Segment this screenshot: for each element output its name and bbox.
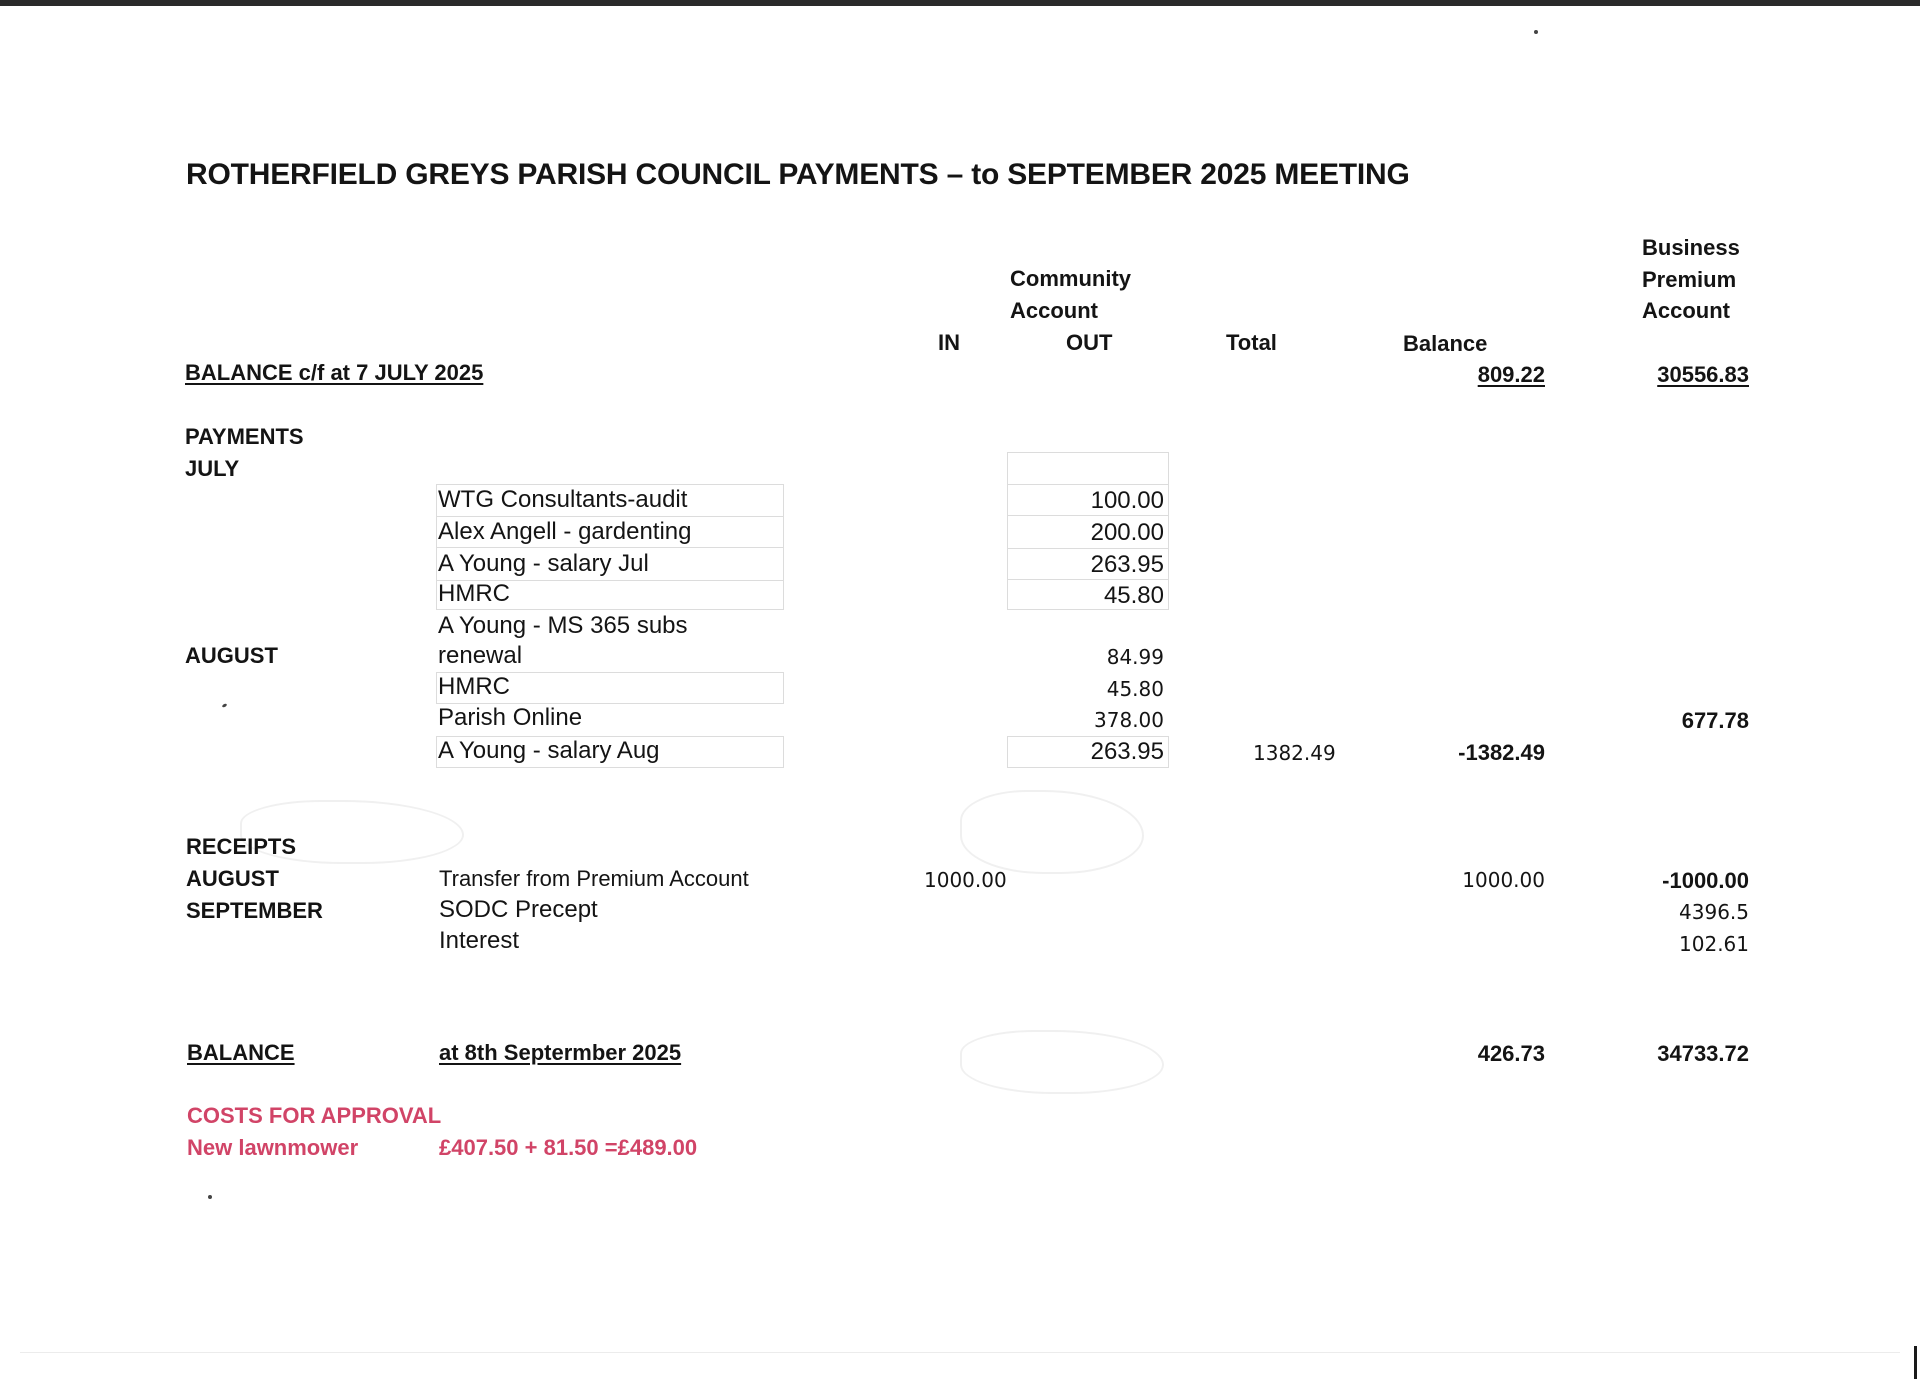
header-balance: Balance (1403, 331, 1488, 356)
payments-heading: PAYMENTS (185, 424, 304, 449)
payment-desc-line2: renewal (438, 642, 523, 669)
closing-balance-label: BALANCE (187, 1040, 295, 1065)
payment-desc: A Young - salary Aug (438, 737, 660, 764)
payment-out: 263.95 (1090, 738, 1164, 765)
receipts-month-september: SEPTEMBER (186, 898, 323, 923)
payment-desc: Parish Online (438, 704, 583, 731)
page-title: ROTHERFIELD GREYS PARISH COUNCIL PAYMENTS – to SEPTEMBER 2025 MEETING (186, 158, 1410, 191)
header-community: Community (1010, 266, 1131, 291)
payment-desc: A Young - salary Jul (438, 550, 649, 577)
payment-out: 378.00 (1094, 708, 1164, 732)
closing-balance-premium: 34733.72 (1657, 1041, 1749, 1066)
scan-speck (1534, 30, 1538, 34)
receipt-desc: Interest (439, 927, 520, 954)
receipts-heading: RECEIPTS (186, 834, 297, 859)
payments-balance: -1382.49 (1458, 740, 1545, 765)
receipt-premium: -1000.00 (1662, 868, 1749, 893)
receipt-desc: SODC Precept (439, 896, 598, 923)
balance-cf-community: 809.22 (1477, 362, 1545, 387)
costs-approval-amount: £407.50 + 81.50 =£489.00 (439, 1135, 698, 1160)
header-account: Account (1010, 298, 1098, 323)
header-in: IN (938, 330, 960, 355)
scan-bottom-edge (20, 1352, 1900, 1353)
closing-balance-date: at 8th Septermber 2025 (439, 1040, 682, 1065)
payment-out: 263.95 (1090, 551, 1164, 578)
header-premium-account: Account (1642, 298, 1730, 323)
ghost-signature (960, 790, 1144, 874)
receipt-premium: 4396.5 (1679, 900, 1749, 924)
scan-speck (208, 1195, 212, 1199)
closing-balance-community: 426.73 (1477, 1041, 1545, 1066)
payment-out: 45.80 (1106, 677, 1164, 701)
balance-cf-premium: 30556.83 (1657, 362, 1749, 387)
header-out: OUT (1066, 330, 1113, 355)
balance-cf-label: BALANCE c/f at 7 JULY 2025 (185, 360, 484, 385)
receipt-desc: Transfer from Premium Account (439, 866, 749, 891)
payment-out: 100.00 (1090, 487, 1164, 514)
header-premium: Premium (1642, 267, 1737, 292)
payments-total: 1382.49 (1253, 741, 1336, 765)
scan-top-edge (0, 0, 1920, 6)
payment-out: 45.80 (1103, 582, 1164, 609)
receipt-premium: 102.61 (1679, 932, 1749, 956)
payment-desc: Alex Angell - gardenting (438, 518, 692, 545)
header-business: Business (1642, 235, 1740, 260)
costs-approval-heading: COSTS FOR APPROVAL (187, 1103, 442, 1128)
receipts-month-august: AUGUST (186, 866, 279, 891)
premium-value: 677.78 (1681, 708, 1749, 733)
header-total: Total (1226, 330, 1277, 355)
payment-desc: HMRC (438, 580, 510, 607)
payment-desc-line1: A Young - MS 365 subs (438, 612, 688, 639)
scan-speck (222, 703, 228, 708)
payment-out: 84.99 (1106, 645, 1164, 669)
payment-desc: WTG Consultants-audit (438, 486, 688, 513)
costs-approval-item: New lawnmower (187, 1135, 359, 1160)
month-august: AUGUST (185, 643, 278, 668)
receipt-in: 1000.00 (924, 868, 1007, 892)
month-july: JULY (185, 456, 240, 481)
payment-out: 200.00 (1090, 519, 1164, 546)
receipt-balance: 1000.00 (1462, 868, 1545, 892)
payment-desc: HMRC (438, 673, 510, 700)
scan-edge-mark (1914, 1346, 1917, 1379)
ghost-signature (960, 1030, 1164, 1094)
